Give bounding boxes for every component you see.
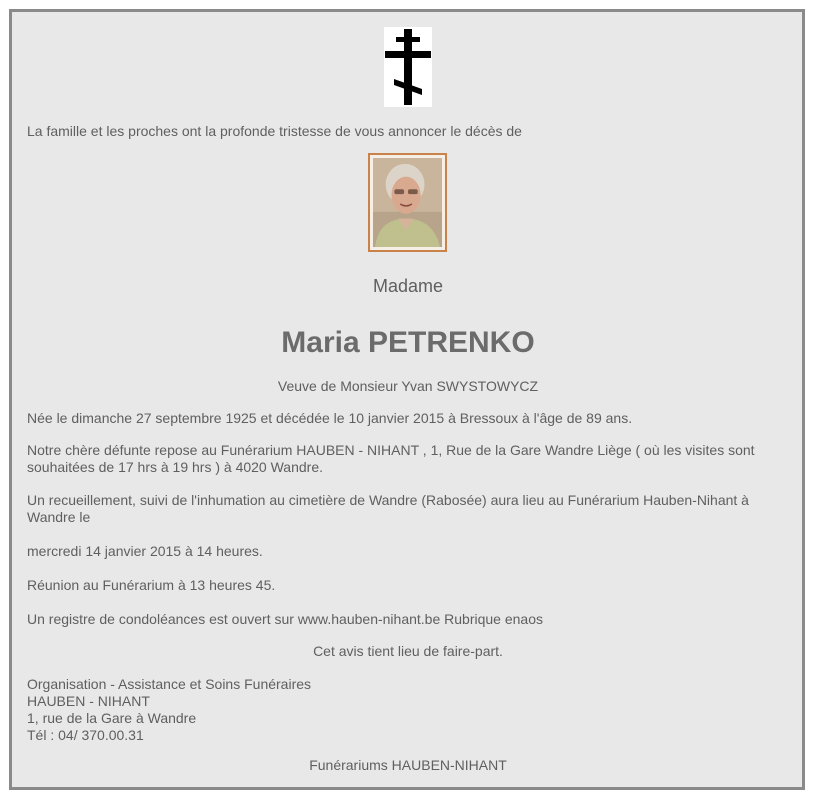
intro-text: La famille et les proches ont la profonde tristesse de vous annoncer le décès de <box>27 123 522 139</box>
faire-part-text: Cet avis tient lieu de faire-part. <box>313 643 503 659</box>
repose-text-line2: souhaitées de 17 hrs à 19 hrs ) à 4020 Wandre. <box>27 459 323 475</box>
orthodox-cross-icon <box>384 27 432 107</box>
ceremony-text-line1: Un recueillement, suivi de l'inhumation au cimetière de Wandre (Rabosée) aura lieu au Funérarium Hauben-Nihant à <box>27 492 749 508</box>
repose-text-line1: Notre chère défunte repose au Funérarium HAUBEN - NIHANT , 1, Rue de la Gare Wandre Liège ( où les visites sont <box>27 442 755 458</box>
condolence-register-text: Un registre de condoléances est ouvert sur www.hauben-nihant.be Rubrique enaos <box>27 611 543 627</box>
portrait-photo <box>368 153 447 252</box>
title-prefix: Madame <box>372 276 444 296</box>
ceremony-date: mercredi 14 janvier 2015 à 14 heures. <box>27 543 263 559</box>
footer-text: Funérariums HAUBEN-NIHANT <box>309 757 507 773</box>
ceremony-text-line2: Wandre le <box>27 509 91 525</box>
organisation-line1: Organisation - Assistance et Soins Funéraires <box>27 676 312 692</box>
birth-death-text: Née le dimanche 27 septembre 1925 et décédée le 10 janvier 2015 à Bressoux à l'âge de 89 ans. <box>27 410 633 426</box>
organisation-address: 1, rue de la Gare à Wandre <box>27 710 197 726</box>
deceased-name: Maria PETRENKO <box>281 326 535 359</box>
organisation-line2: HAUBEN - NIHANT <box>27 693 150 709</box>
widow-of-text: Veuve de Monsieur Yvan SWYSTOWYCZ <box>277 378 539 394</box>
reunion-text: Réunion au Funérarium à 13 heures 45. <box>27 577 276 593</box>
organisation-phone: Tél : 04/ 370.00.31 <box>27 727 144 743</box>
